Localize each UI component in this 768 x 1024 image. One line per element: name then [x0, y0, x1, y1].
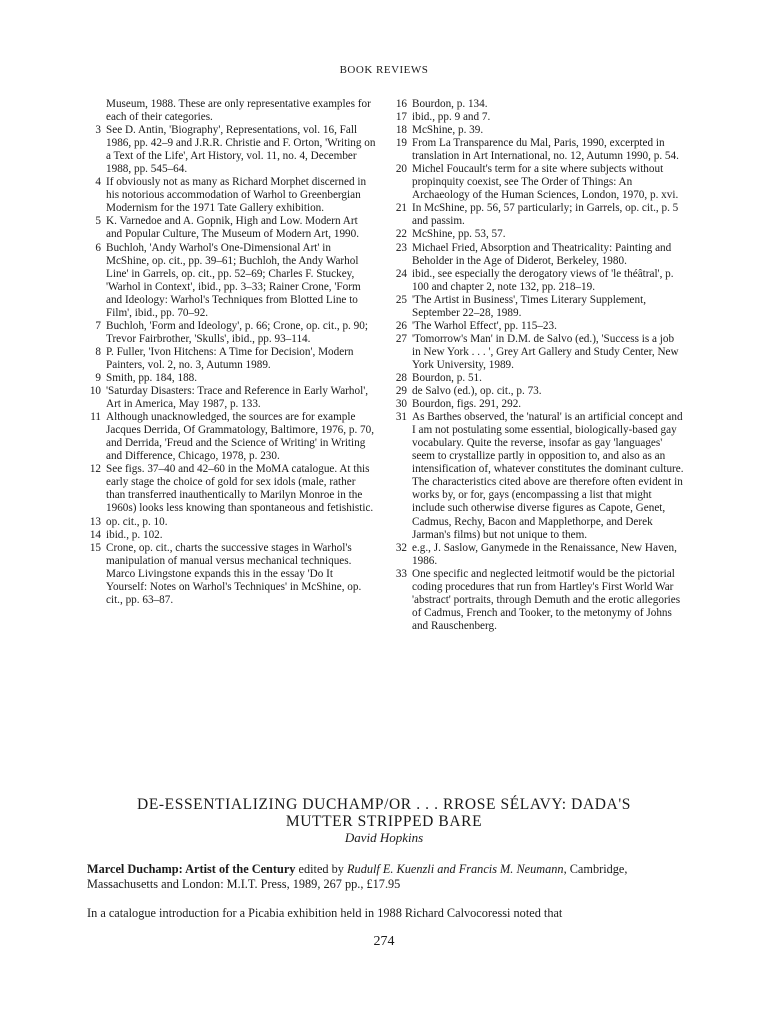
endnote-text: In McShine, pp. 56, 57 particularly; in Garrels, op. cit., p. 5 and passim. [412, 202, 679, 228]
endnote [86, 320, 376, 346]
endnote-text: ibid., see especially the derogatory views of 'le théâtral', p. 100 and chapter 2, note 132, pp. 218–19. [412, 267, 674, 293]
endnote [86, 385, 376, 411]
endnote [86, 124, 376, 176]
endnote-number: 31 [395, 411, 407, 424]
endnote [392, 333, 684, 372]
endnote-number: 6 [95, 241, 101, 254]
endnote-text: e.g., J. Saslow, Ganymede in the Renaissance, New Haven, 1986. [412, 541, 677, 567]
running-head: BOOK REVIEWS [339, 64, 429, 76]
endnote-text: Michael Fried, Absorption and Theatricality: Painting and Beholder in the Age of Diderot, Berkeley, 1980. [412, 241, 672, 267]
endnote [392, 137, 684, 163]
endnote-number: 12 [89, 463, 101, 476]
endnote [86, 529, 376, 542]
endnote-text: Buchloh, 'Andy Warhol's One-Dimensional Art' in McShine, op. cit., pp. 39–61; Buchloh, the Andy Warhol Line' in Garrels, op. cit., pp. 52–69; Charles F. Stuckey, 'Warhol in Context', ibid., pp. 3–33; Rainer Crone, 'Form and Ideology: Warhol's Techniques from Blotted Line to Film', ibid., pp. 70–92. [106, 241, 361, 319]
endnote-text: 'The Artist in Business', Times Literary Supplement, September 22–28, 1989. [412, 293, 646, 319]
endnote-text: See figs. 37–40 and 42–60 in the MoMA catalogue. At this early stage the choice of gold for sex idols (male, rather than transferred inauthentically to Marilyn Monroe in the 1960s) looks less knowing than spontaneous and fetishistic. [106, 463, 374, 515]
endnote-number: 15 [89, 541, 101, 554]
endnote-number: 16 [395, 98, 407, 110]
endnote [86, 542, 376, 607]
endnote-text: K. Varnedoe and A. Gopnik, High and Low. Modern Art and Popular Culture, The Museum of Modern Art, 1990. [106, 215, 360, 241]
review-title-line-2: MUTTER STRIPPED BARE [285, 813, 483, 830]
endnote-number: 8 [95, 345, 101, 358]
endnote [86, 346, 376, 372]
endnote-text: 'The Warhol Effect', pp. 115–23. [412, 319, 557, 332]
endnote [392, 242, 684, 268]
endnote-text: Bourdon, p. 51. [412, 371, 482, 384]
edited-by: edited by [295, 862, 348, 876]
endnote-number: 24 [395, 267, 407, 280]
review-heading [80, 796, 688, 846]
endnote-text: If obviously not as many as Richard Morphet discerned in his notorious accommodation of Warhol to Greenbergian Modernism for the 1971 Tate Gallery exhibition. [106, 176, 367, 215]
endnote-text: op. cit., p. 10. [106, 515, 168, 528]
endnote-text: Michel Foucault's term for a site where subjects without propinquity coexist, see The Order of Things: An Archaeology of the Human Sciences, London, 1970, p. xvi. [412, 163, 679, 202]
endnote-number: 10 [89, 385, 101, 398]
endnote-list-right [392, 98, 684, 633]
endnote [392, 411, 684, 541]
endnote-text: P. Fuller, 'Ivon Hitchens: A Time for Decision', Modern Painters, vol. 2, no. 3, Autumn 1989. [106, 345, 354, 371]
endnote [392, 294, 684, 320]
publication-details: , Cambridge, Massachusetts and London: M.I.T. Press, 1989, 267 pp., £17.95 [87, 862, 628, 891]
endnote-text: 'Tomorrow's Man' in D.M. de Salvo (ed.), 'Success is a job in New York . . . ', Grey Art Gallery and Study Center, New York University, 1989. [412, 332, 679, 371]
endnote-number: 21 [395, 202, 407, 215]
endnote [392, 228, 684, 241]
book-citation [87, 862, 687, 892]
endnote [392, 163, 684, 202]
endnote-number: 14 [89, 528, 101, 541]
endnote [392, 372, 684, 385]
endnote-number: 28 [395, 371, 407, 384]
endnote-text: ibid., pp. 9 and 7. [412, 111, 491, 124]
endnote-number: 25 [395, 293, 407, 306]
endnote-number: 5 [95, 215, 101, 228]
endnote-number: 29 [395, 385, 407, 398]
endnote-number: 3 [95, 124, 101, 137]
endnote-text: From La Transparence du Mal, Paris, 1990, excerpted in translation in Art International, no. 12, Autumn 1990, p. 54. [412, 137, 679, 163]
endnote-text: Crone, op. cit., charts the successive stages in Warhol's manipulation of manual versus mechanical techniques. Marco Livingstone expands this in the essay 'Do It Yourself: Notes on Warhol's Techniques' in McShine, op. cit., pp. 63–87. [106, 541, 362, 606]
endnote-text: Bourdon, p. 134. [412, 98, 488, 110]
endnote [392, 320, 684, 333]
endnote [86, 463, 376, 515]
endnote-number: 20 [395, 163, 407, 176]
endnote-number: 32 [395, 541, 407, 554]
endnote-text: Bourdon, figs. 291, 292. [412, 398, 522, 411]
endnote-number: 4 [95, 176, 101, 189]
endnote [86, 242, 376, 320]
endnote-text: One specific and neglected leitmotif would be the pictorial coding procedures that run from Hartley's First World War 'abstract' portraits, through Demuth and the erotic allegories of Cadmus, French and Tooker, to the metonymy of Johns and Rauschenberg. [412, 567, 681, 632]
endnote-number: 13 [89, 515, 101, 528]
endnote [392, 542, 684, 568]
endnote-number: 7 [95, 319, 101, 332]
endnotes-right-column [392, 98, 684, 633]
page-number: 274 [373, 934, 395, 949]
endnote-text: Although unacknowledged, the sources are for example Jacques Derrida, Of Grammatology, Baltimore, 1976, p. 70, and Derrida, 'Freud and the Science of Writing' in Writing and Difference, Chicago, 1978, p. 230. [106, 411, 375, 463]
endnote-number: 23 [395, 241, 407, 254]
endnote [86, 372, 376, 385]
endnote-text: 'Saturday Disasters: Trace and Reference in Early Warhol', Art in America, May 1987, p. 133. [106, 385, 369, 411]
endnote-list-left [86, 124, 376, 607]
endnote [392, 98, 684, 111]
endnote [86, 176, 376, 215]
endnote-text: de Salvo (ed.), op. cit., p. 73. [412, 385, 542, 398]
review-first-line: In a catalogue introduction for a Picabia exhibition held in 1988 Richard Calvocoressi noted that [87, 906, 563, 920]
endnote [392, 202, 684, 228]
endnote-number: 17 [395, 111, 407, 124]
endnote-text: Smith, pp. 184, 188. [106, 371, 198, 384]
endnote-number: 33 [395, 567, 407, 580]
endnote-number: 26 [395, 319, 407, 332]
endnote-text: As Barthes observed, the 'natural' is an artificial concept and I am not postulating some essential, biologically-based gay vocabulary. Quite the reverse, insofar as gay 'languages' seem to crystallize partly in opposition to, and also as an intensification of, whatever constitutes the dominant culture. The characteristics cited above are therefore often evident in works by, or for, gays (encompassing a list that might include such otherwise diverse figures as Capote, Genet, Cadmus, Rechy, Bacon and Mapplethorpe, and Derek Jarman's films) but not unique to them. [412, 411, 684, 541]
endnote-number: 27 [395, 332, 407, 345]
endnote [392, 568, 684, 633]
endnote-text: ibid., p. 102. [106, 528, 163, 541]
endnote-number: 19 [395, 137, 407, 150]
review-title-line-1: DE-ESSENTIALIZING DUCHAMP/OR . . . RROSE SÉLAVY: DADA'S [137, 796, 631, 813]
endnote [392, 385, 684, 398]
endnote [86, 411, 376, 463]
endnote [392, 398, 684, 411]
endnote [392, 268, 684, 294]
endnote-text: See D. Antin, 'Biography', Representations, vol. 16, Fall 1986, pp. 42–9 and J.R.R. Christie and F. Orton, 'Writing on a Text of the Life', Art History, vol. 11, no. 4, December 1988, pp. 545–64. [106, 124, 376, 176]
endnote-text: McShine, pp. 53, 57. [412, 228, 506, 241]
book-title: Marcel Duchamp: Artist of the Century [87, 862, 296, 876]
endnote-number: 18 [395, 124, 407, 137]
book-editors: Rudulf E. Kuenzli and Francis M. Neumann [347, 862, 564, 876]
endnote [392, 111, 684, 124]
endnote-text: McShine, p. 39. [412, 124, 484, 137]
endnote [392, 124, 684, 137]
endnote-number: 30 [395, 398, 407, 411]
endnote [86, 516, 376, 529]
endnote-number: 22 [395, 228, 407, 241]
endnote-number: 9 [95, 371, 101, 384]
review-author: David Hopkins [344, 830, 424, 845]
endnotes-left-column [86, 98, 376, 607]
endnote [86, 215, 376, 241]
endnote-number: 11 [90, 411, 101, 424]
endnote-text: Buchloh, 'Form and Ideology', p. 66; Crone, op. cit., p. 90; Trevor Fairbrother, 'Skulls', ibid., pp. 93–114. [106, 319, 368, 345]
endnote-continuation: Museum, 1988. These are only representative examples for each of their categories. [106, 98, 371, 124]
